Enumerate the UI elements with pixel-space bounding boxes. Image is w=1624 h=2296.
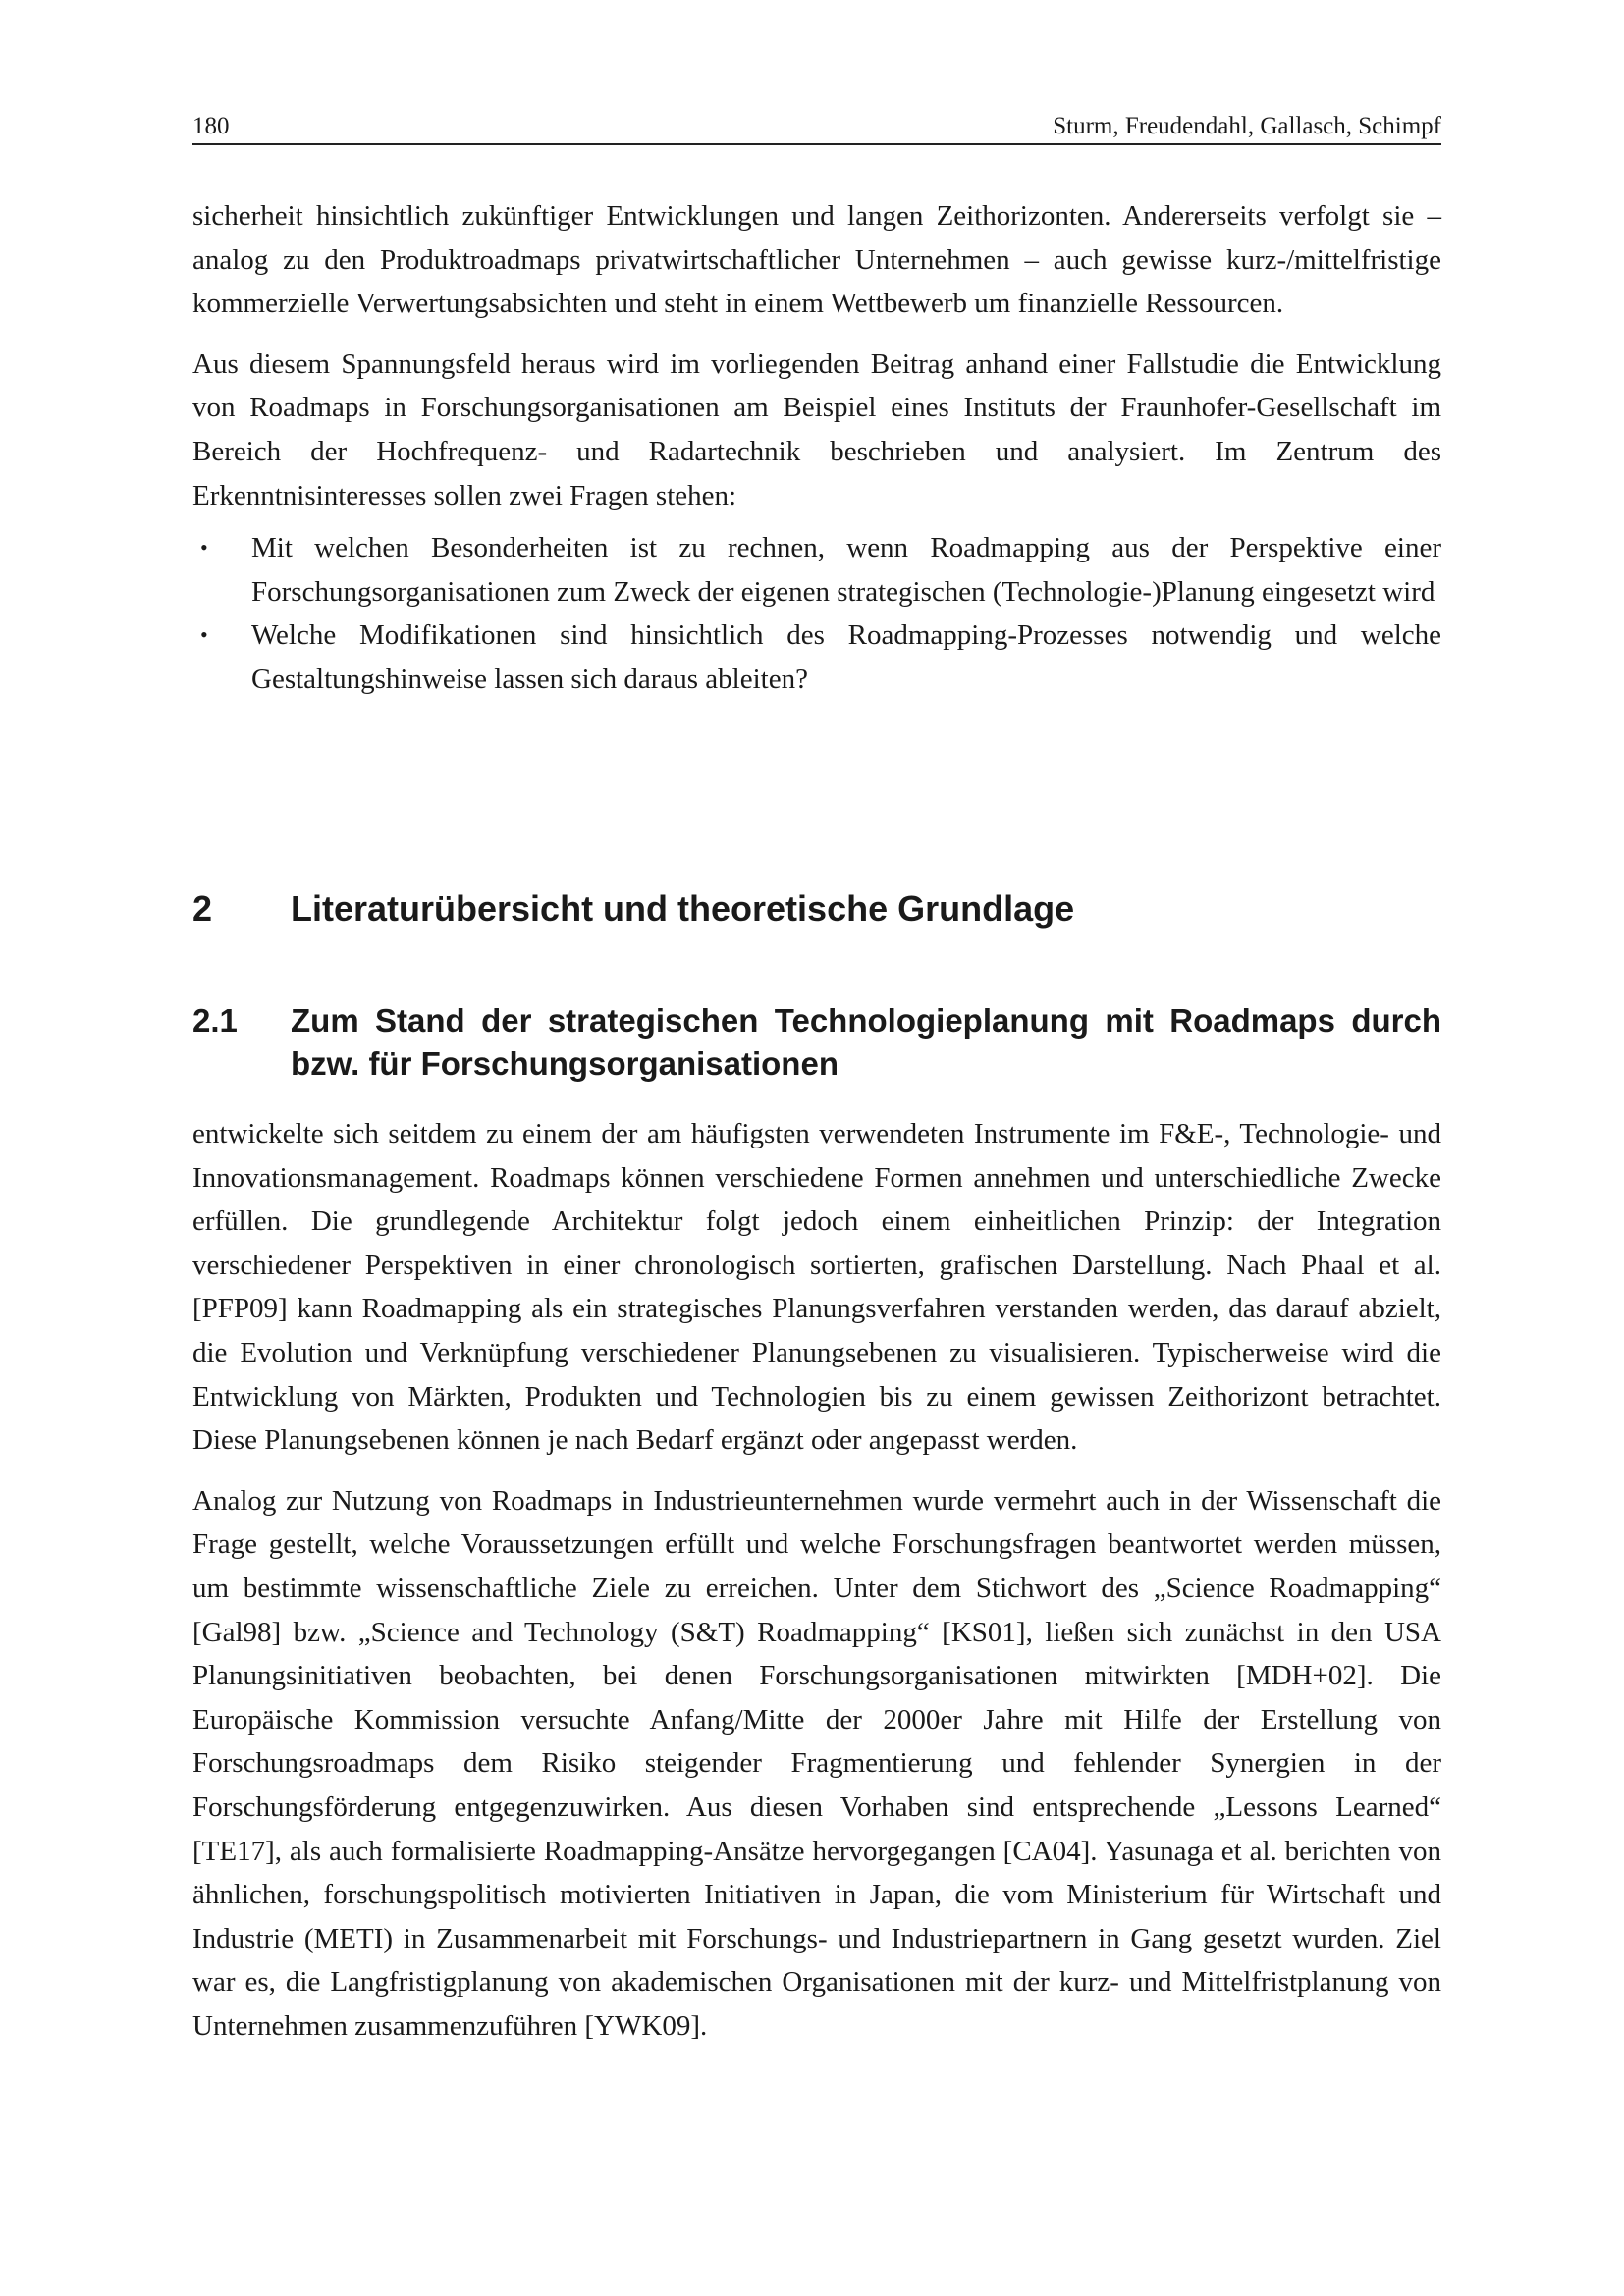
section-heading-2 — [192, 887, 1441, 931]
subsection-heading-2-1 — [192, 999, 1441, 1086]
intro-paragraph-1: sicherheit hinsichtlich zukünftiger Entwicklungen und langen Zeithorizonten. Andererseits verfolgt sie – analog zu den Produktroadmaps privatwirtschaftlicher Unternehmen – auch gewisse kurz-/mittelfristige kommerzielle Verwertungsabsichten und steht in einem Wettbewerb um finanzielle Ressourcen. — [192, 200, 1441, 320]
list-item — [192, 526, 1441, 614]
section-title: Literaturübersicht und theoretische Grundlage — [291, 888, 1075, 929]
intro-paragraph-2: Aus diesem Spannungsfeld heraus wird im vorliegenden Beitrag anhand einer Fallstudie die Entwicklung von Roadmaps in Forschungsorganisationen am Beispiel eines Instituts der Fraunhofer-Gesellschaft im Bereich der Hochfrequenz- und Radartechnik beschrieben und analysiert. Im Zentrum des Erkenntnisinteresses sollen zwei Fragen stehen: — [192, 347, 1441, 511]
list-item-text: Welche Modifikationen sind hinsichtlich des Roadmapping-Prozesses notwendig und welche Gestaltungshinweise lassen sich daraus ableiten? — [251, 619, 1441, 695]
section-number: 2 — [192, 888, 213, 929]
bullet-icon: • — [200, 622, 208, 648]
section-2-1-body — [192, 1112, 1441, 2064]
list-item-text: Mit welchen Besonderheiten ist zu rechnen, wenn Roadmapping aus der Perspektive einer Forschungsorganisationen zum Zweck der eigenen strategischen (Technologie-)Planung eingesetzt wird — [251, 532, 1441, 608]
page-number: 180 — [192, 113, 230, 139]
intro-body — [192, 194, 1441, 702]
bullet-icon: • — [200, 535, 208, 561]
header-authors: Sturm, Freudendahl, Gallasch, Schimpf — [1053, 113, 1441, 139]
list-item — [192, 614, 1441, 701]
subsection-title: Zum Stand der strategischen Technologieplanung mit Roadmaps durch bzw. für Forschungsorganisationen — [291, 1002, 1441, 1082]
research-questions-list — [192, 526, 1441, 701]
section-2-1-paragraph-1: entwickelte sich seitdem zu einem der am häufigsten verwendeten Instrumente im F&E-, Technologie- und Innovationsmanagement. Roadmaps können verschiedene Formen annehmen und unterschiedliche Zwecke erfüllen. Die grundlegende Architektur folgt jedoch einem einheitlichen Prinzip: der Integration verschiedener Perspektiven in einer chronologisch sortierten, grafischen Darstellung. Nach Phaal et al. [PFP09] kann Roadmapping als ein strategisches Planungsverfahren verstanden werden, das darauf abzielt, die Evolution und Verknüpfung verschiedener Planungsebenen zu visualisieren. Typischerweise wird die Entwicklung von Märkten, Produkten und Technologien bis zu einem gewissen Zeithorizont betrachtet. Diese Planungsebenen können je nach Bedarf ergänzt oder angepasst werden. — [192, 1118, 1441, 1457]
subsection-number: 2.1 — [192, 1002, 238, 1039]
section-2-1-paragraph-2: Analog zur Nutzung von Roadmaps in Industrieunternehmen wurde vermehrt auch in der Wissenschaft die Frage gestellt, welche Voraussetzungen erfüllt und welche Forschungsfragen beantwortet werden müssen, um bestimmte wissenschaftliche Ziele zu erreichen. Unter dem Stichwort des „Science Roadmapping“ [Gal98] bzw. „Science and Technology (S&T) Roadmapping“ [KS01], ließen sich zunächst in den USA Planungsinitiativen beobachten, bei denen Forschungsorganisationen mitwirkten [MDH+02]. Die Europäische Kommission versuchte Anfang/Mitte der 2000er Jahre mit Hilfe der Erstellung von Forschungsroadmaps dem Risiko steigender Fragmentierung und fehlender Synergien in der Forschungsförderung entgegenzuwirken. Aus diesen Vorhaben sind entsprechende „Lessons Learned“ [TE17], als auch formalisierte Roadmapping-Ansätze hervorgegangen [CA04]. Yasunaga et al. berichten von ähnlichen, forschungspolitisch motivierten Initiativen in Japan, die vom Ministerium für Wirtschaft und Industrie (METI) in Zusammenarbeit mit Forschungs- und Industriepartnern in Gang gesetzt wurden. Ziel war es, die Langfristigplanung von akademischen Organisationen mit der kurz- und Mittelfristplanung von Unternehmen zusammenzuführen [YWK09]. — [192, 1484, 1441, 2042]
running-header — [192, 110, 1441, 145]
